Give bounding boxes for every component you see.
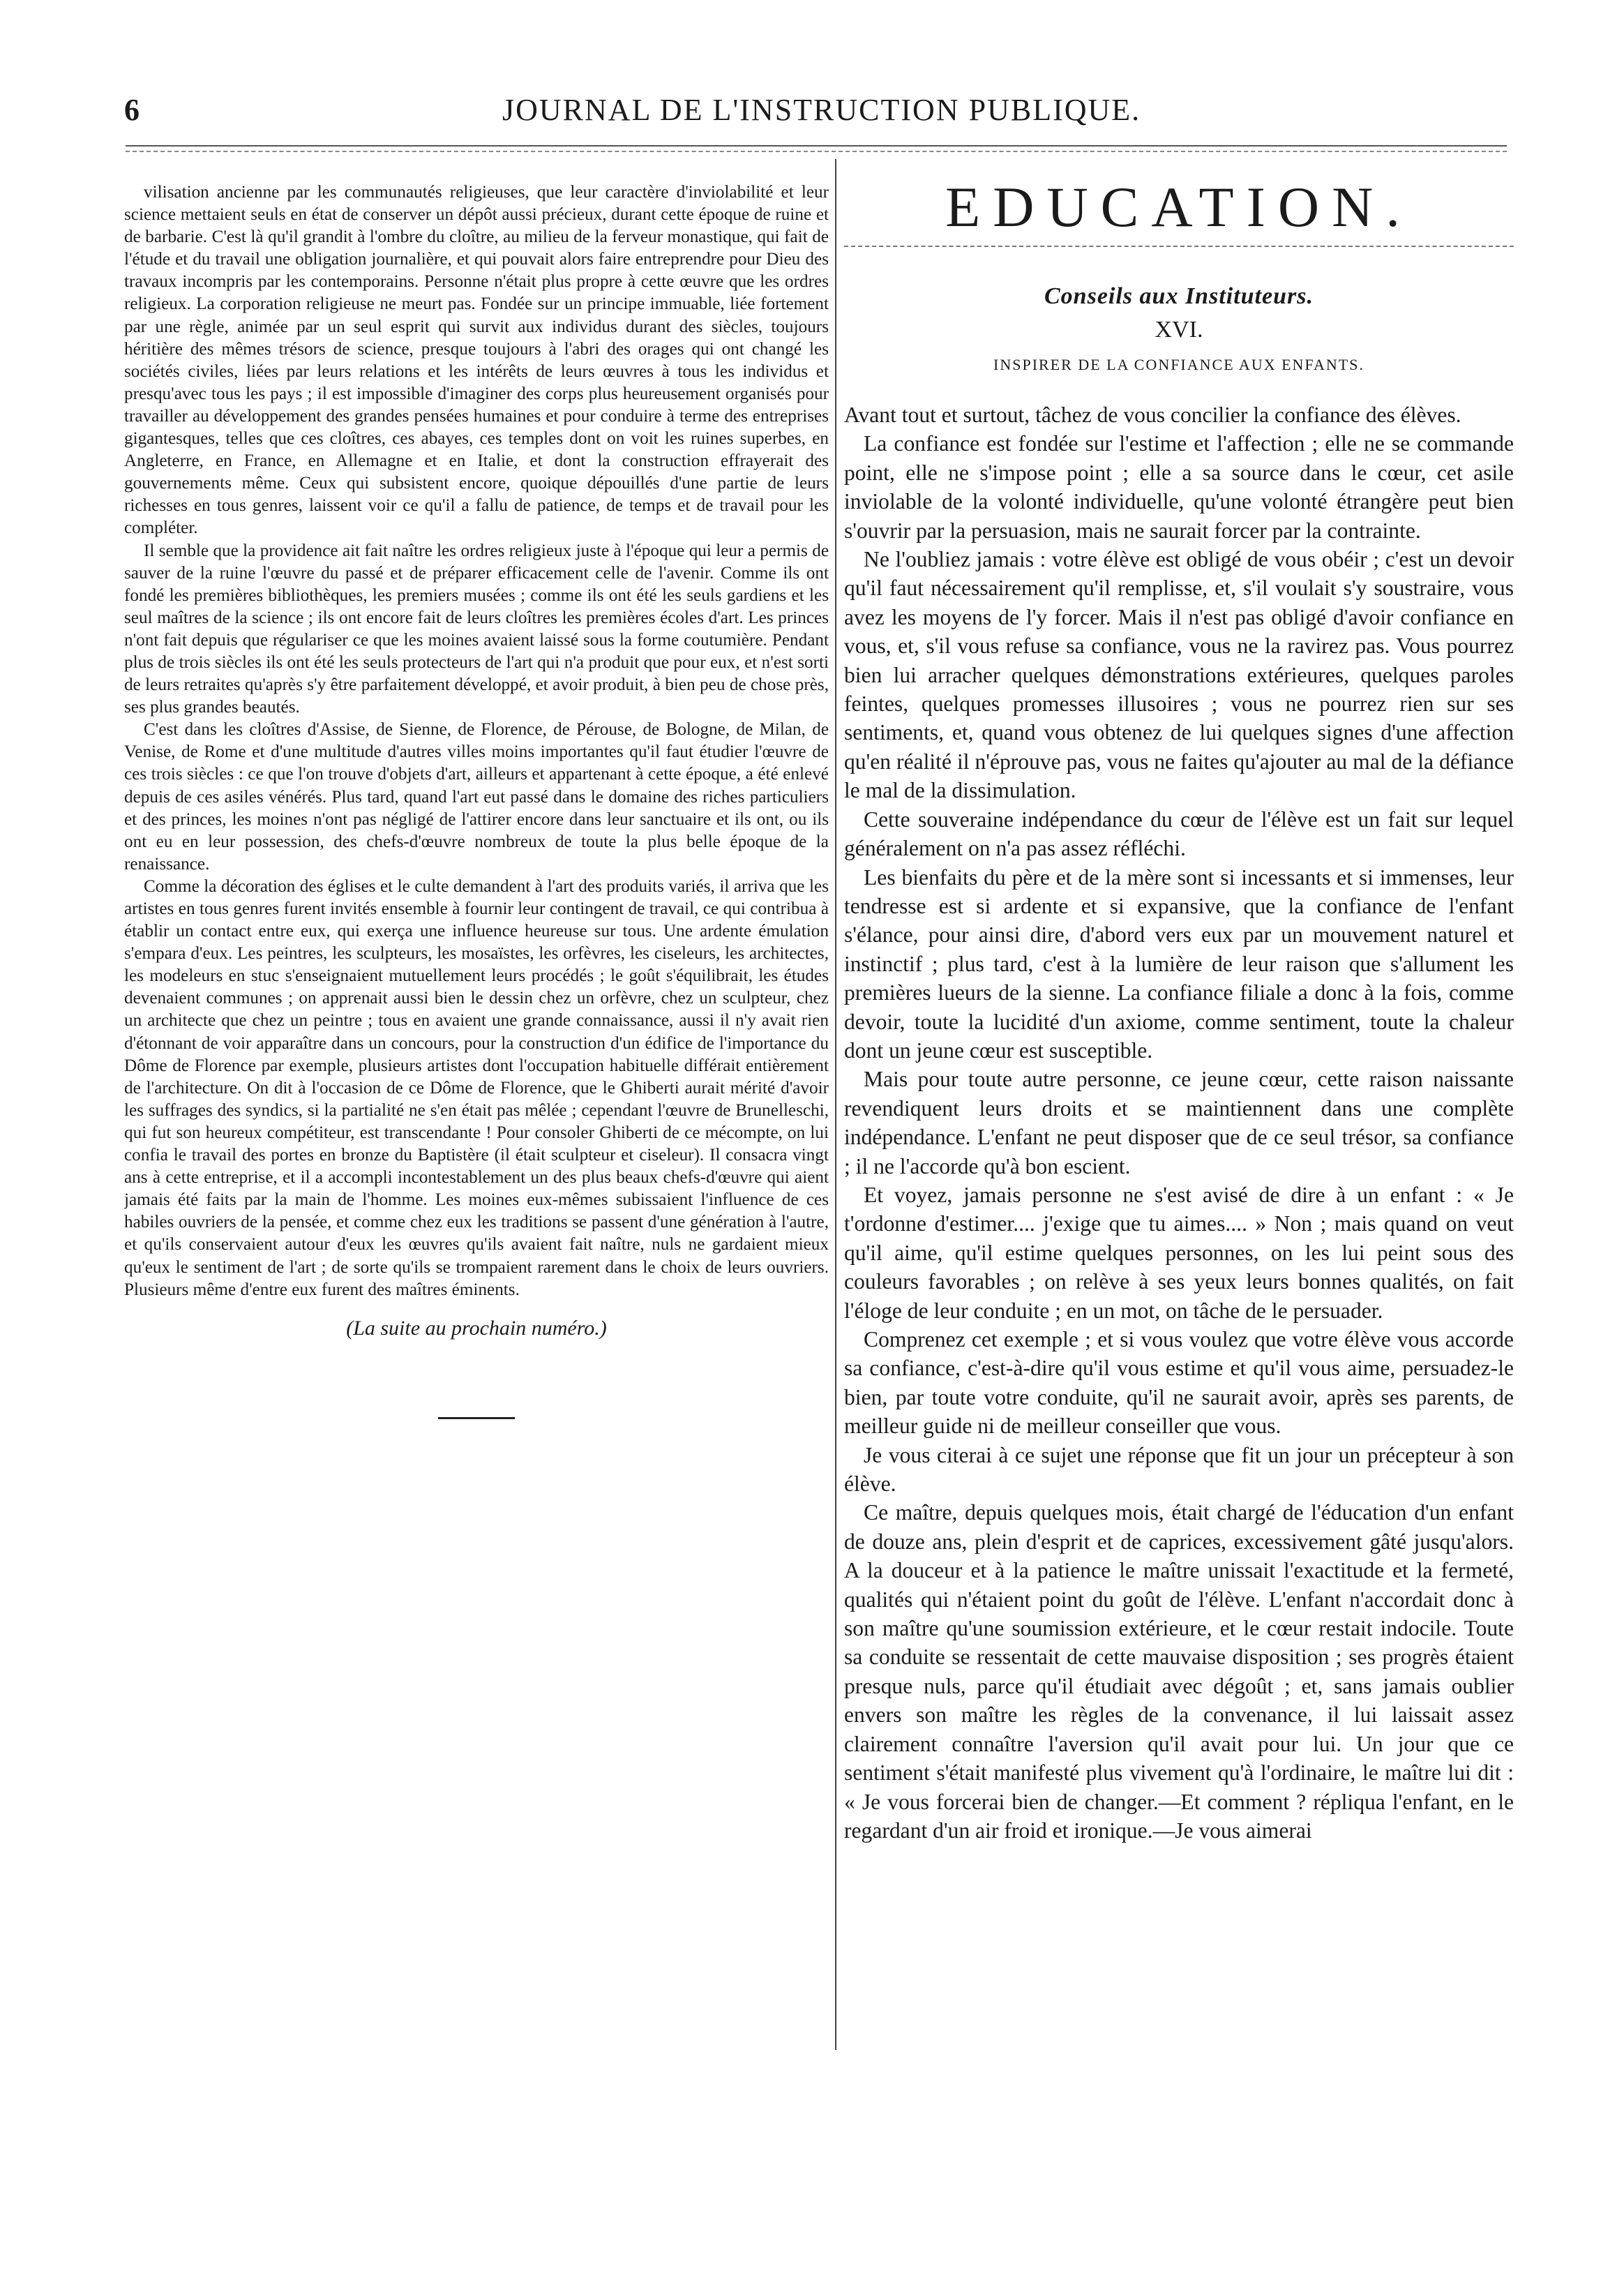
journal-title: JOURNAL DE L'INSTRUCTION PUBLIQUE. xyxy=(502,93,1141,127)
header-rule-dashed xyxy=(126,151,1507,152)
right-paragraph-4: Cette souveraine indépendance du cœur de l'élève est un fait sur lequel généralement on n'a pas assez réfléchi. xyxy=(844,807,1514,861)
right-paragraph-9: Je vous citerai à ce sujet une réponse que fit un jour un précepteur à son élève. xyxy=(844,1442,1514,1497)
right-paragraph-8: Comprenez cet exemple ; et si vous voulez que votre élève vous accorde sa confiance, c'est-à-dire qu'il vous estime et qu'il vous aime, persuadez-le bien, par toute votre conduite, qu'il ne saurait avoir, après ses parents, de meilleur guide ni de meilleur conseiller que vous. xyxy=(844,1327,1514,1439)
section-title: EDUCATION. xyxy=(945,181,1413,239)
article-title: Conseils aux Instituteurs. xyxy=(1044,283,1314,309)
left-paragraph-3: C'est dans les cloîtres d'Assise, de Sienne, de Florence, de Pérouse, de Bologne, de Milan, de Venise, de Rome et d'une multitude d'autres villes moins importantes qu'il faut étudier l'œuvre de ces trois siècles : ce que l'on trouve d'objets d'art, ailleurs et appartenant à cette époque, a été enlevé depuis de ces asiles vénérés. Plus tard, quand l'art eut passé dans le domaine des riches particuliers et des princes, les moines n'ont pas négligé de l'attirer encore dans leur sanctuaire et ils ont, ou ils ont eu en leur possession, des chefs-d'œuvre nombreux de toute la plus belle époque de la renaissance. xyxy=(124,720,829,874)
right-paragraph-1: Avant tout et surtout, tâchez de vous concilier la confiance des élèves. xyxy=(844,403,1461,427)
article-number: XVI. xyxy=(1155,317,1203,343)
continued-note: (La suite au prochain numéro.) xyxy=(346,1316,607,1340)
left-paragraph-2: Il semble que la providence ait fait naître les ordres religieux juste à l'époque qui leur a permis de sauver de la ruine l'œuvre du passé et de préparer efficacement celle de l'avenir. Comme ils ont fondé les premières bibliothèques, les premiers musées ; comme ils ont été les seuls gardiens et les seul maîtres de la science ; ils ont encore fait de leurs cloîtres les premières écoles d'art. Les princes n'ont fait depuis que régulariser ce que les moines avaient laissé sous la forme coutumière. Pendant plus de trois siècles ils ont été les seuls protecteurs de l'art qui n'a produit que pour eux, et n'est sorti de leurs retraites qu'après s'y être parfaitement développé, et avoir produit, à bien peu de chose près, ses plus grandes beautés. xyxy=(124,541,829,717)
right-paragraph-6: Mais pour toute autre personne, ce jeune cœur, cette raison naissante revendiquent leurs droits et se maintiennent dans une complète indépendance. L'enfant ne peut disposer que de ce seul trésor, sa confiance ; il ne l'accorde qu'à bon escient. xyxy=(844,1067,1514,1178)
section-title-rule xyxy=(844,246,1514,247)
right-paragraph-5: Les bienfaits du père et de la mère sont si incessants et si immenses, leur tendresse est si ardente et si expansive, que la confiance de l'enfant s'élance, pour ainsi dire, d'abord vers eux par un mouvement naturel et instinctif ; plus tard, c'est à la lumière de leur raison que s'allument les premières lueurs de la sienne. La confiance filiale a donc à la fois, comme devoir, toute la lucidité d'un axiome, comme sentiment, toute la chaleur dont un jeune cœur est susceptible. xyxy=(844,864,1514,1063)
left-column xyxy=(124,181,829,2170)
left-paragraph-4: Comme la décoration des églises et le culte demandent à l'art des produits variés, il arriva que les artistes en tous genres furent invités ensemble à fournir leur contingent de travail, ce qui contribua à établir un contact entre eux, qui exerça une influence heureuse sur tous. Une ardente émulation s'empara d'eux. Les peintres, les sculpteurs, les mosaïstes, les orfèvres, les ciseleurs, les architectes, les modeleurs en stuc s'enseignaient mutuellement leurs procédés ; le goût s'équilibrait, les études devenaient communes ; on apprenait aussi bien le dessin chez un orfèvre, chez un sculpteur, chez un architecte que chez un peintre ; tous en avaient une grande connaissance, aussi il n'y avait rien d'étonnant de voir apparaître dans un concours, pour la construction d'un édifice de l'importance du Dôme de Florence par exemple, plusieurs artistes dont l'occupation habituelle différait entièrement de l'architecture. On dit à l'occasion de ce Dôme de Florence, que le Ghiberti aurait mérité d'avoir les suffrages des syndics, si la partialité ne s'en était pas mêlée ; cependant l'œuvre de Brunelleschi, qui fut son heureux compétiteur, est transcendante ! Pour consoler Ghiberti de ce mécompte, on lui confia le travail des portes en bronze du Baptistère (il était sculpteur et ciseleur). Il consacra vingt ans à cette entreprise, et il a accompli incontestablement un des plus beaux chefs-d'œuvre qui aient jamais été faits par la main de l'homme. Les moines eux-mêmes subissaient l'influence de ces habiles ouvriers de la pensée, et comme chez eux les traditions se passent d'une génération à l'autre, et qu'ils conservaient autour d'eux les œuvres qu'ils avaient fait naître, nuls ne gardaient mieux qu'eux le sentiment de l'art ; de sorte qu'ils se trompaient rarement dans le choix de leurs ouvriers. Plusieurs même d'entre eux furent des maîtres éminents. xyxy=(124,876,829,1299)
right-column xyxy=(844,181,1514,2170)
right-paragraph-2: La confiance est fondée sur l'estime et l'affection ; elle ne se commande point, elle ne s'impose point ; elle a sa source dans le cœur, cet asile inviolable de la volonté individuelle, qu'une volonté étrangère peut bien s'ouvrir par la persuasion, mais ne saurait forcer par la contrainte. xyxy=(844,431,1514,543)
page-number: 6 xyxy=(124,93,140,127)
header-rule xyxy=(126,145,1507,147)
right-paragraph-10: Ce maître, depuis quelques mois, était chargé de l'éducation d'un enfant de douze ans, plein d'esprit et de caprices, excessivement gâté jusqu'alors. A la douceur et à la patience le maître unissait l'exactitude et la fermeté, qualités qui n'étaient point du goût de l'élève. L'enfant n'accordait donc à son maître qu'une soumission extérieure, et le cœur restait indocile. Toute sa conduite se ressentait de cette mauvaise disposition ; ses progrès étaient presque nuls, parce qu'il étudiait avec dégoût ; et, sans jamais oublier envers son maître les règles de la convenance, il lui laissait assez clairement connaître l'aversion qu'il avait pour lui. Un jour que ce sentiment s'était manifesté plus vivement qu'à l'ordinaire, le maître lui dit : « Je vous forcerai bien de changer.—Et comment ? répliqua l'enfant, en le regardant d'un air froid et ironique.—Je vous aimerai xyxy=(844,1500,1514,1843)
column-divider xyxy=(835,159,836,2050)
article-subtitle: INSPIRER DE LA CONFIANCE AUX ENFANTS. xyxy=(993,356,1364,373)
left-paragraph-1: vilisation ancienne par les communautés religieuses, que leur caractère d'inviolabilité et leur science mettaient seuls en état de conserver un dépôt aussi précieux, durant cette époque de ruine et de barbarie. C'est là qu'il grandit à l'ombre du cloître, au milieu de la ferveur monastique, qui fait de l'étude et du travail une obligation journalière, et qui pouvait alors faire entreprendre pour Dieu des travaux incompris par les contemporains. Personne n'était plus propre à cette œuvre que les ordres religieux. La corporation religieuse ne meurt pas. Fondée sur un principe immuable, liée fortement par une règle, animée par un seul esprit qui survit aux individus durant des siècles, toujours héritière des mêmes trésors de science, presque toujours à l'abri des orages qui ont changé les sociétés civiles, liées par leurs relations et les intérêts de leurs œuvres à tous les individus et presqu'avec tous les pays ; il est impossible d'imaginer des corps plus heureusement organisés pour travailler au développement des grandes pensées humaines et pour conduire à terme des entreprises gigantesques, telles que ces cloîtres, ces abayes, ces temples dont on voit les ruines superbes, en Angleterre, en France, en Allemagne et en Italie, et dont la construction effrayerait des gouvernements même. Ceux qui subsistent encore, quoique dépouillés d'une partie de leurs richesses en tous genres, laissent voir ce qu'il a fallu de patience, de temps et de travail pour les compléter. xyxy=(124,183,829,538)
right-paragraph-3: Ne l'oubliez jamais : votre élève est obligé de vous obéir ; c'est un devoir qu'il faut nécessairement qu'il remplisse, et, s'il voulait s'y soustraire, vous avez les moyens de l'y forcer. Mais il n'est pas obligé d'avoir confiance en vous, et, s'il vous refuse sa confiance, vous ne la ravirez pas. Vous pourrez bien lui arracher quelques démonstrations extérieures, quelques paroles feintes, quelques promesses illusoires ; vous ne pourrez rien sur ses sentiments, et, quand vous obtenez de lui quelques signes d'une affection qu'en réalité il n'éprouve pas, vous ne faites qu'ajouter au mal de la défiance le mal de la dissimulation. xyxy=(844,547,1514,803)
right-paragraph-7: Et voyez, jamais personne ne s'est avisé de dire à un enfant : « Je t'ordonne d'estimer.... j'exige que tu aimes.... » Non ; mais quand on veut qu'il aime, qu'il estime quelques personnes, on les lui peint sous des couleurs favorables ; on relève à ses yeux leurs bonnes qualités, on fait l'éloge de leur conduite ; en un mot, on tâche de le persuader. xyxy=(844,1182,1514,1323)
end-rule xyxy=(438,1417,515,1419)
